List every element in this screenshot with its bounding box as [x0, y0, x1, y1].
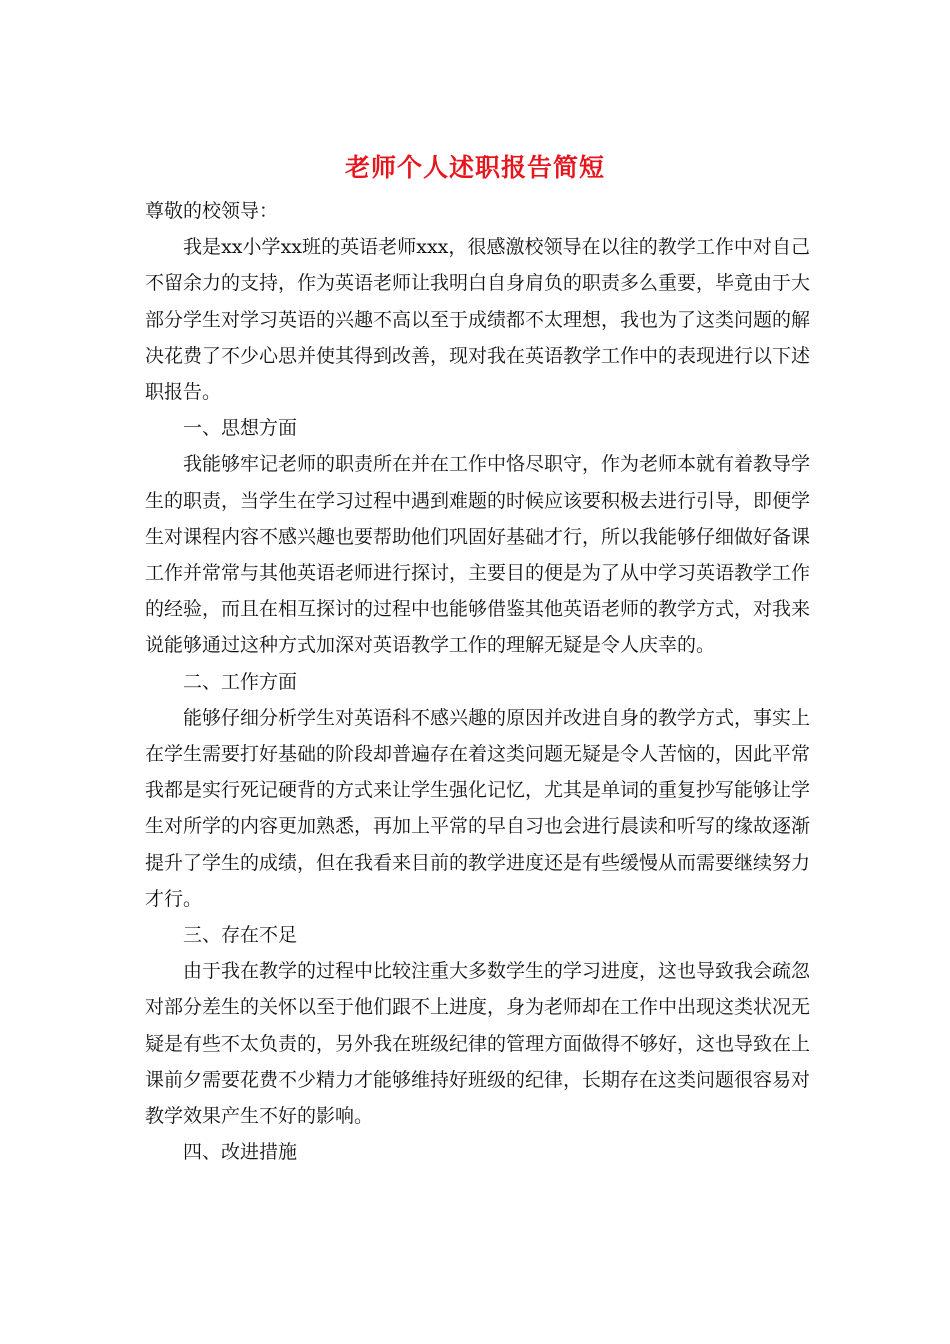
thought-paragraph: 我能够牢记老师的职责所在并在工作中恪尽职守，作为老师本就有着教导学生的职责，当学生在学习过程中遇到难题的时候应该要积极去进行引导，即便学生对课程内容不感兴趣也要帮助他们巩固好基础才行，所以我能够仔细做好备课工作并常常与其他英语老师进行探讨，主要目的便是为了从中学习英语教学工作的经验，而且在相互探讨的过程中也能够借鉴其他英语老师的教学方式，对我来说能够通过这种方式加深对英语教学工作的理解无疑是令人庆幸的。: [145, 453, 811, 657]
section-heading-work: 二、工作方面: [183, 670, 298, 693]
salutation: 尊敬的校领导：: [145, 200, 279, 222]
document-body: [145, 193, 810, 1170]
section-heading-improvements: 四、改进措施: [183, 1141, 298, 1164]
intro-paragraph: 我是xx小学xx班的英语老师xxx，很感激校领导在以往的教学工作中对自己不留余力的支持，作为英语老师让我明白自身肩负的职责多么重要，毕竟由于大部分学生对学习英语的兴趣不高以至于成绩都不太理想，我也为了这类问题的解决花费了不少心思并使其得到改善，现对我在英语教学工作中的表现进行以下述职报告。: [145, 236, 811, 404]
document-title: 老师个人述职报告简短: [344, 153, 605, 182]
section-heading-shortcomings: 三、存在不足: [183, 924, 298, 947]
work-paragraph: 能够仔细分析学生对英语科不感兴趣的原因并改进自身的教学方式，事实上在学生需要打好基础的阶段却普遍存在着这类问题无疑是令人苦恼的，因此平常我都是实行死记硬背的方式来让学生强化记忆，尤其是单词的重复抄写能够让学生对所学的内容更加熟悉，再加上平常的早自习也会进行晨读和听写的缘故逐渐提升了学生的成绩，但在我看来目前的教学进度还是有些缓慢从而需要继续努力才行。: [145, 706, 811, 910]
shortcomings-paragraph: 由于我在教学的过程中比较注重大多数学生的学习进度，这也导致我会疏忽对部分差生的关怀以至于他们跟不上进度，身为老师却在工作中出现这类状况无疑是有些不太负责的，另外我在班级纪律的管理方面做得不够好，这也导致在上课前夕需要花费不少精力才能够维持好班级的纪律，长期存在这类问题很容易对教学效果产生不好的影响。: [145, 960, 811, 1128]
section-heading-thought: 一、思想方面: [183, 417, 298, 440]
